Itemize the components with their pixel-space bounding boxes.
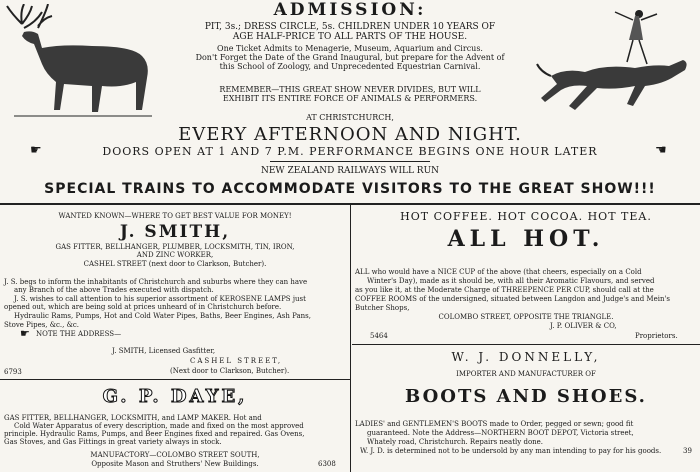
price-line: PIT, 3s.; DRESS CIRCLE, 5s. CHILDREN UNDER 10 YEARS OF — [204, 22, 496, 32]
smith-para-2: any Branch of the above Trades executed with dispatch. — [14, 286, 214, 294]
wanted-known: WANTED KNOWN—WHERE TO GET BEST VALUE FOR MONEY! — [58, 212, 292, 220]
boots-and-shoes-title: BOOTS AND SHOES. — [405, 386, 647, 407]
oliver-divider — [352, 344, 700, 345]
donnelly-ad-number: 39 — [683, 447, 692, 455]
divider — [270, 161, 430, 162]
smith-street: CASHEL STREET (next door to Clarkson, Butcher). — [83, 260, 267, 268]
oliver-proprietors: Proprietors. — [635, 332, 678, 340]
smith-trades-2: AND ZINC WORKER, — [136, 251, 214, 259]
pointing-hand-right-icon: ☚ — [655, 143, 667, 158]
smith-para-4: opened out, which are being sold at prices unheard of in Christchurch before. — [4, 303, 282, 311]
smith-para-3: J. S. wishes to call attention to his superior assortment of KEROSENE LAMPS just — [14, 295, 306, 303]
donnelly-name: W. J. DONNELLY, — [451, 350, 601, 364]
column-divider — [350, 205, 351, 472]
remember-line: REMEMBER—THIS GREAT SHOW NEVER DIVIDES, BUT WILL — [219, 85, 481, 94]
all-hot-title: ALL HOT. — [447, 226, 605, 252]
smith-ad-number: 6793 — [4, 368, 22, 376]
smith-divider — [0, 379, 350, 380]
oliver-address: COLOMBO STREET, OPPOSITE THE TRIANGLE. — [438, 313, 614, 321]
carnival-line: this School of Zoology, and Unprecedented Equestrian Carnival. — [219, 62, 481, 71]
donnelly-para-1: LADIES' and GENTLEMEN'S BOOTS made to Order, pegged or sewn; good fit — [355, 420, 634, 428]
at-christchurch: AT CHRISTCHURCH, — [306, 113, 394, 122]
oliver-heading: HOT COFFEE. HOT COCOA. HOT TEA. — [400, 210, 652, 223]
daye-opposite: Opposite Mason and Struthers' New Buildings. — [91, 460, 259, 468]
inaugural-line: Don't Forget the Date of the Grand Inaugural, but prepare for the Advent of — [195, 53, 505, 62]
half-price-line: AGE HALF-PRICE TO ALL PARTS OF THE HOUSE. — [232, 32, 468, 42]
elk-illustration — [2, 4, 164, 119]
daye-para-4: Gas Stoves, and Gas Fittings in great variety always in stock. — [4, 438, 222, 446]
daye-para-1: GAS FITTER, BELLHANGER, LOCKSMITH, and LAMP MAKER. Hot and — [4, 414, 262, 422]
every-afternoon: EVERY AFTERNOON AND NIGHT. — [178, 124, 522, 145]
oliver-para-5: Butcher Shops, — [355, 304, 410, 312]
railways-line: NEW ZEALAND RAILWAYS WILL RUN — [260, 166, 440, 176]
daye-name: G. P. DAYE, — [102, 386, 248, 407]
donnelly-para-4: W. J. D. is determined not to be undersold by any man intending to pay for his goods. — [360, 447, 662, 455]
donnelly-para-3: Whately road, Christchurch. Repairs neatly done. — [367, 438, 544, 446]
smith-trades-1: GAS FITTER, BELLHANGER, PLUMBER, LOCKSMITH, TIN, IRON, — [55, 243, 295, 251]
smith-note: NOTE THE ADDRESS— — [36, 330, 122, 338]
smith-para-5: Hydraulic Rams, Pumps, Hot and Cold Water Pipes, Baths, Beer Engines, Ash Pans, — [14, 312, 312, 320]
smith-signature-street: CASHEL STREET, — [190, 357, 283, 365]
oliver-para-4: COFFEE ROOMS of the undersigned, situated between Langdon and Judge's and Mein's — [355, 295, 670, 303]
pointing-hand-icon: ☛ — [20, 327, 30, 340]
daye-para-2: Cold Water Apparatus of every description, made and fixed on the most approved — [14, 422, 304, 430]
smith-para-6: Stove Pipes, &c., &c. — [4, 321, 79, 329]
admission-title: ADMISSION: — [273, 0, 427, 20]
equestrian-illustration — [535, 6, 697, 121]
smith-para-1: J. S. begs to inform the inhabitants of Christchurch and suburbs where they can have — [4, 278, 308, 286]
oliver-ad-number: 5464 — [370, 332, 388, 340]
exhibit-line: EXHIBIT ITS ENTIRE FORCE OF ANIMALS & PERFORMERS. — [222, 94, 478, 103]
oliver-para-3: as you like it, at the Moderate Charge of THREEPENCE PER CUP, should call at the — [355, 286, 654, 294]
daye-manufactory: MANUFACTORY—COLOMBO STREET SOUTH, — [90, 451, 260, 459]
doors-open-line: DOORS OPEN AT 1 AND 7 P.M. PERFORMANCE BEGINS ONE HOUR LATER — [102, 145, 598, 158]
special-trains-line: SPECIAL TRAINS TO ACCOMMODATE VISITORS TO THE GREAT SHOW!!! — [44, 181, 656, 197]
daye-para-3: principle. Hydraulic Rams, Pumps, and Beer Engines fixed and repaired. Gas Ovens, — [4, 430, 305, 438]
smith-signature-next: (Next door to Clarkson, Butcher). — [170, 367, 290, 375]
smith-signature: J. SMITH, Licensed Gasfitter, — [112, 347, 216, 355]
oliver-signature: J. P. OLIVER & CO, — [550, 322, 617, 330]
pointing-hand-left-icon: ☛ — [30, 143, 42, 158]
smith-name: J. SMITH, — [119, 222, 231, 242]
daye-ad-number: 6308 — [318, 460, 336, 468]
donnelly-para-2: guaranteed. Note the Address—NORTHERN BOOT DEPOT, Victoria street, — [367, 429, 634, 437]
ticket-line: One Ticket Admits to Menagerie, Museum, Aquarium and Circus. — [217, 44, 483, 53]
oliver-para-2: Winter's Day), made as it should be, with all their Aromatic Flavours, and served — [367, 277, 655, 285]
donnelly-sub: IMPORTER AND MANUFACTURER OF — [456, 370, 596, 378]
oliver-para-1: ALL who would have a NICE CUP of the above (that cheers, especially on a Cold — [355, 268, 642, 276]
